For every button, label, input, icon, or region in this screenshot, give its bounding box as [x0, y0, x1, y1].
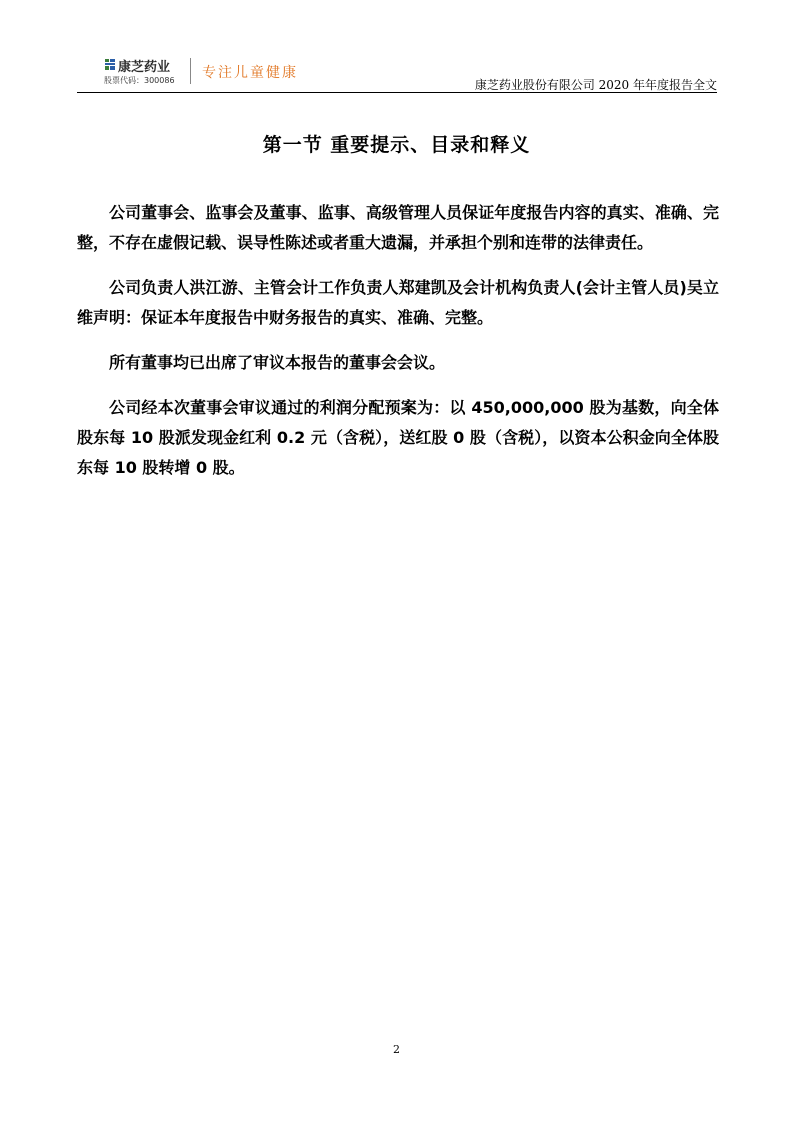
paragraph-officers-declaration: 公司负责人洪江游、主管会计工作负责人郑建凯及会计机构负责人(会计主管人员)吴立维声明：保证本年度报告中财务报告的真实、准确、完整。	[77, 278, 719, 327]
header-divider	[190, 58, 191, 84]
stock-code: 股票代码：300086	[104, 76, 175, 85]
company-slogan: 专注儿童健康	[202, 65, 298, 81]
header-document-title: 康芝药业股份有限公司 2020 年年度报告全文	[474, 78, 717, 92]
section-title: 第一节 重要提示、目录和释义	[262, 134, 531, 156]
company-logo-text: 康芝药业	[118, 60, 171, 75]
kangzhi-logo-icon	[104, 58, 116, 71]
paragraph-responsibility-statement: 公司董事会、监事会及董事、监事、高级管理人员保证年度报告内容的真实、准确、完整，不存在虚假记载、误导性陈述或者重大遗漏，并承担个别和连带的法律责任。	[77, 203, 719, 252]
paragraph-board-attendance: 所有董事均已出席了审议本报告的董事会会议。	[109, 353, 446, 372]
page-number: 2	[393, 1043, 400, 1056]
paragraph-profit-distribution: 公司经本次董事会审议通过的利润分配预案为：以 450,000,000 股为基数，向全体股东每 10 股派发现金红利 0.2 元（含税），送红股 0 股（含税），以资本公积金向全体股东每 10 股转增 0 股。	[77, 398, 719, 477]
page-header	[77, 52, 717, 93]
body-text	[77, 198, 719, 498]
